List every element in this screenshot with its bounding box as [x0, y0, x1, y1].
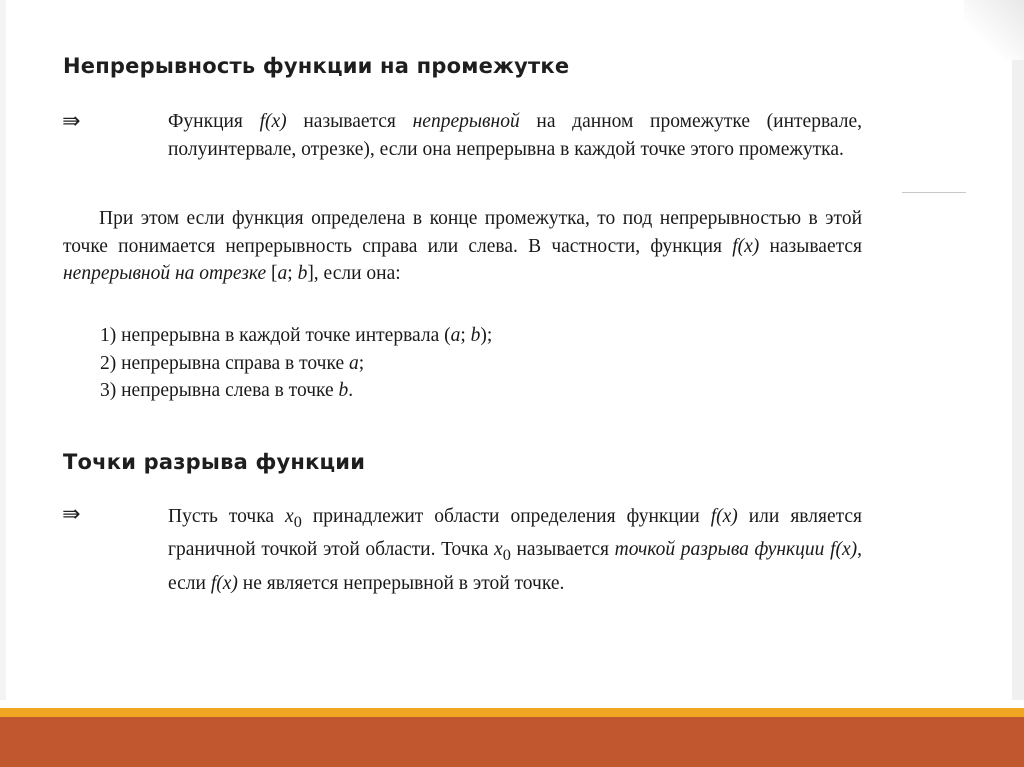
- implication-arrow-icon: ⇛: [62, 109, 81, 134]
- implication-arrow-icon: ⇛: [62, 502, 81, 527]
- heading-discontinuity-points: Точки разрыва функции: [63, 450, 366, 474]
- list-item: 1) непрерывна в каждой точке интервала (a; b);: [100, 325, 493, 346]
- decorative-line: [902, 192, 966, 193]
- slide-right-edge: [1012, 0, 1024, 700]
- definition-continuity: Функция f(x) называется непрерывной на данном промежутке (интервале, полуинтервале, отрезке), если она непрерывна в каждой точке этого промежутка.: [168, 111, 863, 160]
- list-item: 3) непрерывна слева в точке b.: [100, 380, 354, 401]
- footer-band-red: [0, 717, 1024, 767]
- note-endpoint-continuity: При этом если функция определена в конце промежутка, то под непрерывностью в этой точке понимается непрерывность справа или слева. В частности, функция f(x) называется непрерывной на отрезке [a; b], если она:: [63, 208, 862, 284]
- slide-left-edge: [0, 0, 6, 700]
- list-item: 2) непрерывна справа в точке a;: [100, 352, 365, 374]
- footer-band-orange: [0, 708, 1024, 717]
- heading-continuity-on-interval: Непрерывность функции на промежутке: [63, 54, 570, 78]
- conditions-list: [100, 322, 492, 405]
- slide-corner-shade: [964, 0, 1024, 60]
- definition-discontinuity-point: Пусть точка $x_0$ принадлежит области определения функции f(x) или является граничной точкой этой области. Точка $x_0$ называется точкой разрыва функции f(x), если f(x) не является непрерывной в этой точке.: [168, 506, 863, 594]
